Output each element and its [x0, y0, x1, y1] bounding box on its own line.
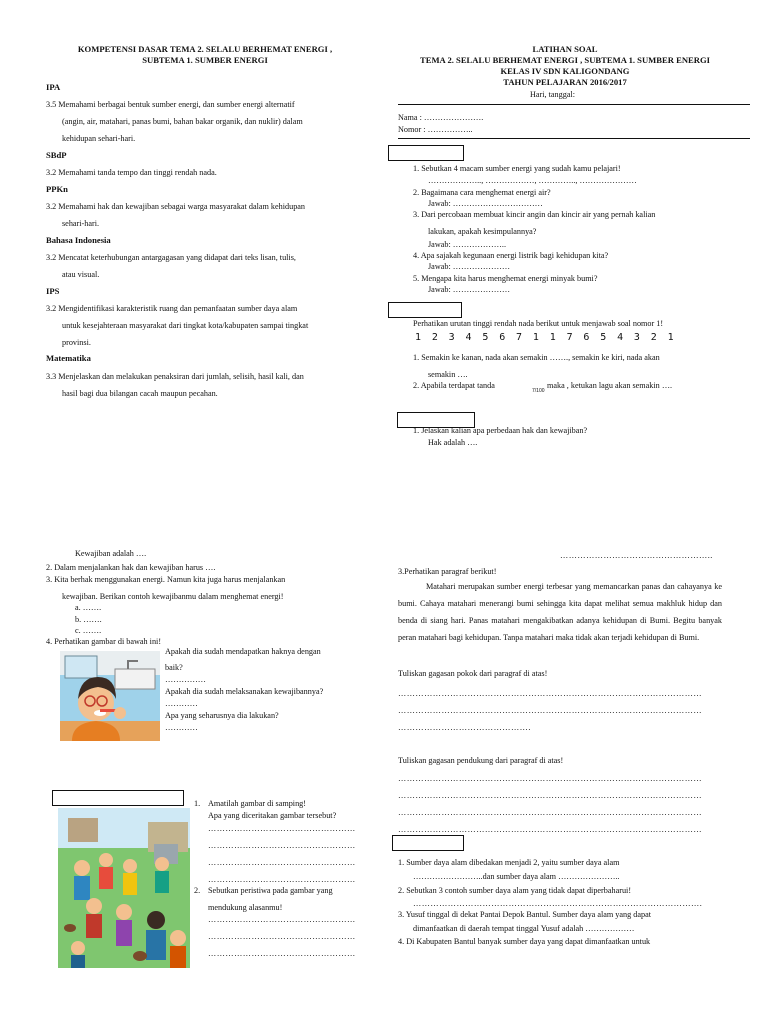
latihan-subtitle: TEMA 2. SELALU BERHEMAT ENERGI , SUBTEMA 1. SUMBER ENERGI	[419, 55, 710, 65]
tempo-mark: 7/100	[532, 388, 545, 394]
ipa-q2: 2. Bagaimana cara menghemat energi air?	[413, 188, 551, 197]
ipa-q3-line2: lakukan, apakah kesimpulannya?	[428, 227, 537, 236]
ipa-q4-answer: Jawab: …………………	[428, 262, 511, 271]
ppkn-q4-item2: Apakah dia sudah melaksanakan kewajibannya?	[165, 687, 324, 696]
continuation-dots: ……………………………………………..	[560, 551, 713, 560]
header-rule-2	[398, 138, 750, 139]
mat-kd-line2: hasil bagi dua bilangan cacah maupun pecahan.	[62, 389, 218, 398]
ppkn-q2: 2. Dalam menjalankan hak dan kewajiban harus ….	[46, 563, 216, 572]
ipa-section-label-box	[388, 145, 464, 161]
bi-kd-line2: atau visual.	[62, 270, 100, 279]
kd-title-line2: SUBTEMA 1. SUMBER ENERGI	[142, 55, 268, 65]
bi-pendukung-line2: ……………………………………………………………………………………………	[398, 791, 703, 800]
bi-q3: 3.Perhatikan paragraf berikut!	[398, 567, 497, 576]
bi-pokok-line2: ……………………………………………………………………………………………	[398, 706, 703, 715]
ips-q1-number: 1.	[194, 799, 201, 808]
ips-q2-answer-line1: ……………………………………………	[208, 915, 356, 924]
ips-section-label-box	[52, 790, 184, 806]
sbdp-q1-line1: 1. Semakin ke kanan, nada akan semakin ……., semakin ke kiri, nada akan	[413, 353, 660, 362]
ipa-q5-answer: Jawab: …………………	[428, 285, 511, 294]
sbdp-q2-part2: maka , ketukan lagu akan semakin ….	[547, 381, 673, 390]
ppkn-q3-b: b. …….	[75, 615, 102, 624]
sbdp-section-label-box	[388, 302, 462, 318]
ppkn-q4-item3: Apa yang seharusnya dia lakukan?	[165, 711, 279, 720]
ppkn-q1: 1. Jelaskan kalian apa perbedaan hak dan kewajiban?	[413, 426, 588, 435]
ips-q1-line2: Apa yang diceritakan gambar tersebut?	[208, 811, 337, 820]
ips-q2-line1: Sebutkan peristiwa pada gambar yang	[208, 886, 333, 895]
girl-brushing-teeth-illustration	[60, 651, 160, 741]
bi-pendukung-line3: ……………………………………………………………………………………………	[398, 808, 703, 817]
bi-paragraph: Matahari merupakan sumber energi terbesar yang memancarkan panas dan cahayanya ke bumi. Cahaya matahari menerangi bumi sehingga kita dapat melihat semua makhluk hidup dan benda di siang hari. Panas matahari mengakibatkan adanya kehidupan di Bumi. Begitu banyak peran matahari bagi kehidupan. Tanpa matahari maka tidak akan terjadi kehidupan di Bumi.	[398, 582, 722, 642]
ips-r-q1-line1: 1. Sumber daya alam dibedakan menjadi 2, yaitu sumber daya alam	[398, 858, 620, 867]
ips-q2-line2: mendukung alasanmu!	[208, 903, 283, 912]
ips-r-q1-line2: ……………………..dan sumber daya alam …………………..	[413, 872, 620, 881]
ips-kd-line1: 3.2 Mengidentifikasi karakteristik ruang dan pemanfaatan sumber daya alam	[46, 304, 298, 313]
market-scene-illustration	[58, 808, 190, 968]
ips-q1-line1: Amatilah gambar di samping!	[208, 799, 306, 808]
ppkn-q4-item1-line2: baik?	[165, 663, 183, 672]
ppkn-kd-line1: 3.2 Memahami hak dan kewajiban sebagai warga masyarakat dalam kehidupan	[46, 202, 306, 211]
bi-heading: Bahasa Indonesia	[46, 235, 111, 245]
ips-q2-answer-line2: ……………………………………………	[208, 932, 356, 941]
ipa-kd-line1: 3.5 Memahami berbagai bentuk sumber energi, dan sumber energi alternatif	[46, 100, 295, 109]
date-field: Hari, tanggal:	[530, 90, 576, 99]
ips-q2-answer-line3: ……………………………………………	[208, 949, 356, 958]
ppkn-q3-line2: kewajiban. Berikan contoh kewajibanmu dalam menghemat energi!	[62, 592, 284, 601]
sbdp-q1-line2: semakin ….	[428, 370, 468, 379]
sbdp-heading: SBdP	[46, 150, 67, 160]
bi-pokok-line1: ……………………………………………………………………………………………	[398, 689, 703, 698]
ppkn-kd-line2: sehari-hari.	[62, 219, 100, 228]
latihan-class: KELAS IV SDN KALIGONDANG	[500, 66, 630, 76]
ips-kd-line3: provinsi.	[62, 338, 91, 347]
ips-kd-line2: untuk kesejahteraan masyarakat dari tingkat kota/kabupaten sampai tingkat	[62, 321, 309, 330]
latihan-year: TAHUN PELAJARAN 2016/2017	[503, 77, 627, 87]
ips-r-q2-answer: ……………………………………………………………………………………….	[413, 899, 703, 908]
ipa-q5: 5. Mengapa kita harus menghemat energi minyak bumi?	[413, 274, 598, 283]
ppkn-q4-item2-answer: …………	[165, 699, 198, 708]
ppkn-q3-c: c. …….	[75, 626, 102, 635]
ipa-heading: IPA	[46, 82, 61, 92]
ips-q1-answer-line4: ……………………………………………	[208, 875, 356, 884]
ppkn-q4-item3-answer: …………	[165, 723, 198, 732]
ips-q1-answer-line2: ……………………………………………	[208, 841, 356, 850]
ipa-q2-answer: Jawab: ……………………………	[428, 199, 543, 208]
bi-pendukung-line1: ……………………………………………………………………………………………	[398, 774, 703, 783]
sbdp-note-sequence: 1 2 3 4 5 6 7 1 1 7 6 5 4 3 2 1	[415, 332, 677, 343]
ppkn-q3-a: a. …….	[75, 603, 102, 612]
bi-pokok-line3: ……………………………………….	[398, 723, 531, 732]
mat-kd-line1: 3.3 Menjelaskan dan melakukan penaksiran dari jumlah, selisih, hasil kali, dan	[46, 372, 304, 381]
ips-r-q4: 4. Di Kabupaten Bantul banyak sumber daya yang dapat dimanfaatkan untuk	[398, 937, 651, 946]
bi-gagasan-pokok: Tuliskan gagasan pokok dari paragraf di atas!	[398, 669, 548, 678]
number-field: Nomor : ……………..	[398, 125, 473, 134]
bi-gagasan-pendukung: Tuliskan gagasan pendukung dari paragraf di atas!	[398, 756, 564, 765]
bi-kd-line1: 3.2 Mencatat keterhubungan antargagasan yang didapat dari teks lisan, tulis,	[46, 253, 296, 262]
kewajiban-line: Kewajiban adalah ….	[75, 549, 147, 558]
ppkn-q4-item1-line1: Apakah dia sudah mendapatkan haknya dengan	[165, 647, 321, 656]
name-field: Nama : ………………….	[398, 113, 484, 122]
ipa-kd-line3: kehidupan sehari-hari.	[62, 134, 136, 143]
ips-r-q3-line2: dimanfaatkan di daerah tempat tinggal Yusuf adalah ………………	[413, 924, 635, 933]
sbdp-kd-line1: 3.2 Memahami tanda tempo dan tinggi rendah nada.	[46, 168, 217, 177]
ips-q2-number: 2.	[194, 886, 201, 895]
ips-right-section-label-box	[392, 835, 464, 851]
bi-pendukung-line4: ……………………………………………………………………………………………	[398, 825, 703, 834]
kd-title-line1: KOMPETENSI DASAR TEMA 2. SELALU BERHEMAT ENERGI ,	[77, 44, 333, 54]
ips-r-q2: 2. Sebutkan 3 contoh sumber daya alam yang tidak dapat diperbaharui!	[398, 886, 632, 895]
ppkn-heading: PPKn	[46, 184, 68, 194]
sbdp-q2-part1: 2. Apabila terdapat tanda	[413, 381, 495, 390]
ipa-q3-answer: Jawab: ………………..	[428, 240, 507, 249]
ipa-q1: 1. Sebutkan 4 macam sumber energi yang sudah kamu pelajari!	[413, 164, 621, 173]
ppkn-q3-line1: 3. Kita berhak menggunakan energi. Namun kita juga harus menjalankan	[46, 575, 286, 584]
ppkn-q4-item1-answer: ……………	[165, 675, 206, 684]
sbdp-intro: Perhatikan urutan tinggi rendah nada berikut untuk menjawab soal nomor 1!	[413, 319, 664, 328]
mat-heading: Matematika	[46, 353, 91, 363]
latihan-title: LATIHAN SOAL	[532, 44, 598, 54]
ipa-q1-answer: ……………….., ………………, ………….., …………………	[428, 176, 637, 185]
ipa-q3-line1: 3. Dari percobaan membuat kincir angin dan kincir air yang pernah kalian	[413, 210, 656, 219]
ips-q1-answer-line1: ……………………………………………	[208, 824, 356, 833]
ips-r-q3-line1: 3. Yusuf tinggal di dekat Pantai Depok Bantul. Sumber daya alam yang dapat	[398, 910, 651, 919]
ips-heading: IPS	[46, 286, 60, 296]
ppkn-q4: 4. Perhatikan gambar di bawah ini!	[46, 637, 162, 646]
ppkn-q1-answer: Hak adalah ….	[428, 438, 478, 447]
ipa-q4: 4. Apa sajakah kegunaan energi listrik bagi kehidupan kita?	[413, 251, 609, 260]
header-rule	[398, 104, 750, 105]
ips-q1-answer-line3: ……………………………………………	[208, 858, 356, 867]
ipa-kd-line2: (angin, air, matahari, panas bumi, bahan bakar organik, dan nuklir) dalam	[62, 117, 303, 126]
